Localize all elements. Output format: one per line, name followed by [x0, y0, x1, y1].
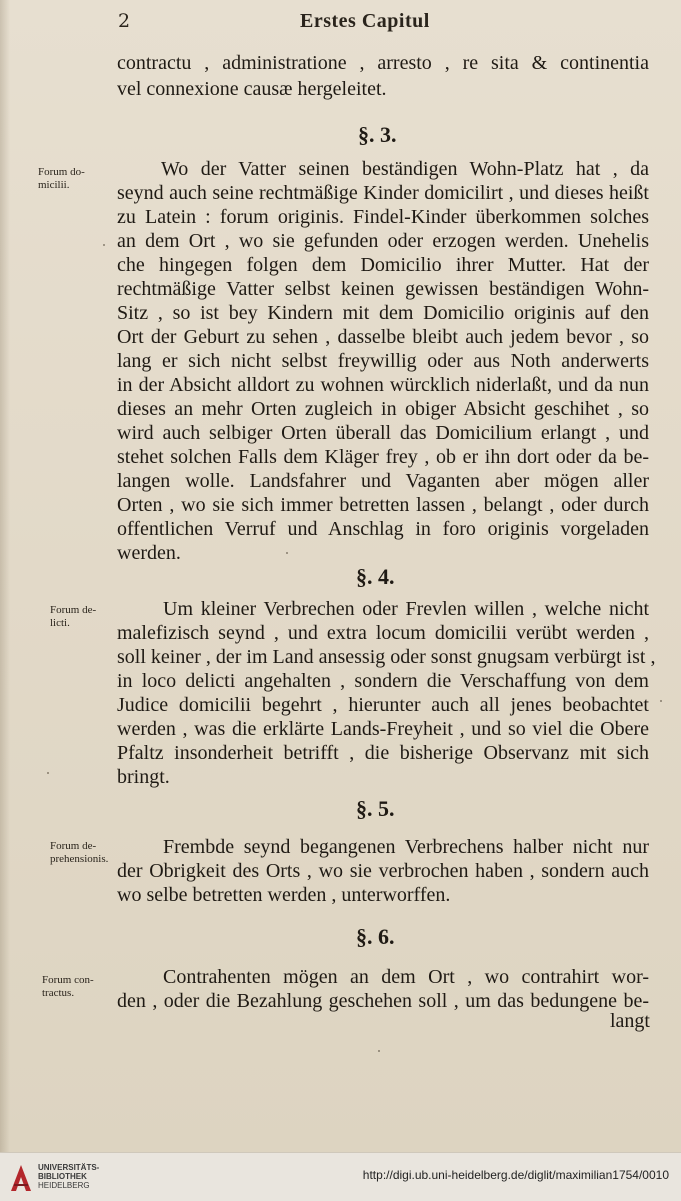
text-line: Frembde seynd begangenen Verbrechens halber nicht nur	[163, 836, 649, 858]
text-line: vel connexione causæ hergeleitet.	[117, 78, 387, 100]
section-number: §. 5.	[356, 796, 395, 821]
text-line: in loco delicti angehalten , sondern die Verschaffung von dem	[117, 670, 649, 692]
viewer-footer	[0, 1152, 681, 1201]
section-number: §. 3.	[358, 122, 397, 147]
text-line: zu Latein : forum originis. Findel-Kinder überkommen solches	[117, 206, 649, 228]
text-line: Um kleiner Verbrechen oder Frevlen willen , welche nicht	[163, 598, 649, 620]
text-line: den , oder die Bezahlung geschehen soll , um das bedungene be-	[117, 990, 649, 1012]
margin-note: Forum de- licti.	[50, 604, 97, 629]
text-line: che hingegen folgen dem Domicilio ihrer Mutter. Hat der	[117, 254, 649, 276]
text-line: wird auch selbiger Orten überall das Domicilium erlangt , und	[117, 422, 649, 444]
margin-note: Forum con- tractus.	[42, 974, 94, 999]
text-line: Wo der Vatter seinen beständigen Wohn-Platz hat , da	[161, 158, 649, 180]
section-number: §. 4.	[356, 564, 395, 589]
text-line: seynd auch seine rechtmäßige Kinder domicilirt , und dieses heißt	[117, 182, 649, 204]
text-line: werden , was die erklärte Lands-Freyheit , und so viel die Obere	[117, 718, 649, 740]
margin-note: Forum de- prehensionis.	[50, 840, 109, 865]
scan-speck	[378, 1050, 380, 1052]
text-line: lang er sich nicht selbst freywillig oder aus Noth anderwerts	[117, 350, 649, 372]
text-line: contractu , administratione , arresto , re sita & continentia	[117, 52, 649, 74]
scan-speck	[660, 700, 662, 702]
text-line: malefizisch seynd , und extra locum domicilii verübt werden ,	[117, 622, 649, 644]
scan-speck	[103, 244, 105, 246]
text-line: Ort der Geburt zu sehen , dasselbe bleibt auch jedem bevor , so	[117, 326, 649, 348]
page-number: 2	[118, 10, 131, 32]
scan-speck	[286, 552, 288, 554]
text-line: langen wolle. Landsfahrer und Vaganten aber mögen aller	[117, 470, 649, 492]
text-line: Pfaltz insonderheit betrifft , die bisherige Observanz mit sich	[117, 742, 649, 764]
text-line: an dem Ort , wo sie gefunden oder erzogen werden. Unehelis	[117, 230, 649, 252]
text-line: wo selbe betretten werden , unterworffen.	[117, 884, 451, 906]
text-line: werden.	[117, 542, 181, 564]
text-line: Sitz , so ist bey Kindern mit dem Domicilio originis auf den	[117, 302, 649, 324]
margin-note: Forum do- micilii.	[38, 166, 85, 191]
text-line: der Obrigkeit des Orts , wo sie verbrochen haben , sondern auch	[117, 860, 649, 882]
text-line: offentlichen Verruf und Anschlag in foro originis vorgeladen	[117, 518, 649, 540]
text-line: Contrahenten mögen an dem Ort , wo contrahirt wor-	[163, 966, 649, 988]
source-url[interactable]: http://digi.ub.uni-heidelberg.de/diglit/maximilian1754/0010	[362, 1168, 669, 1182]
catchword: langt	[610, 1010, 650, 1032]
text-line: Judice domicilii begehrt , hierunter auch all jenes beobachtet	[117, 694, 649, 716]
text-line: stehet solchen Falls dem Kläger frey , ob er ihn dort oder da be-	[117, 446, 649, 468]
scan-speck	[47, 772, 49, 774]
page-edge-shadow	[0, 0, 10, 1152]
text-line: rechtmäßige Vatter selbst keinen gewissen beständigen Wohn-	[117, 278, 649, 300]
text-line: Orten , wo sie sich immer betretten lassen , belangt , oder durch	[117, 494, 649, 516]
university-library-logo-icon	[8, 1161, 34, 1193]
running-head: Erstes Capitul	[300, 10, 430, 32]
text-line: in der Absicht alldort zu wohnen würcklich niderlaßt, und da nun	[117, 374, 649, 396]
text-line: bringt.	[117, 766, 170, 788]
text-line: dieses an mehr Orten zugleich in obiger Absicht geschihet , so	[117, 398, 649, 420]
section-number: §. 6.	[356, 924, 395, 949]
text-line: soll keiner , der im Land ansessig oder sonst gnugsam verbürgt ist ,	[117, 646, 656, 668]
library-logo-text: UNIVERSITÄTS- BIBLIOTHEK HEIDELBERG	[38, 1163, 100, 1190]
